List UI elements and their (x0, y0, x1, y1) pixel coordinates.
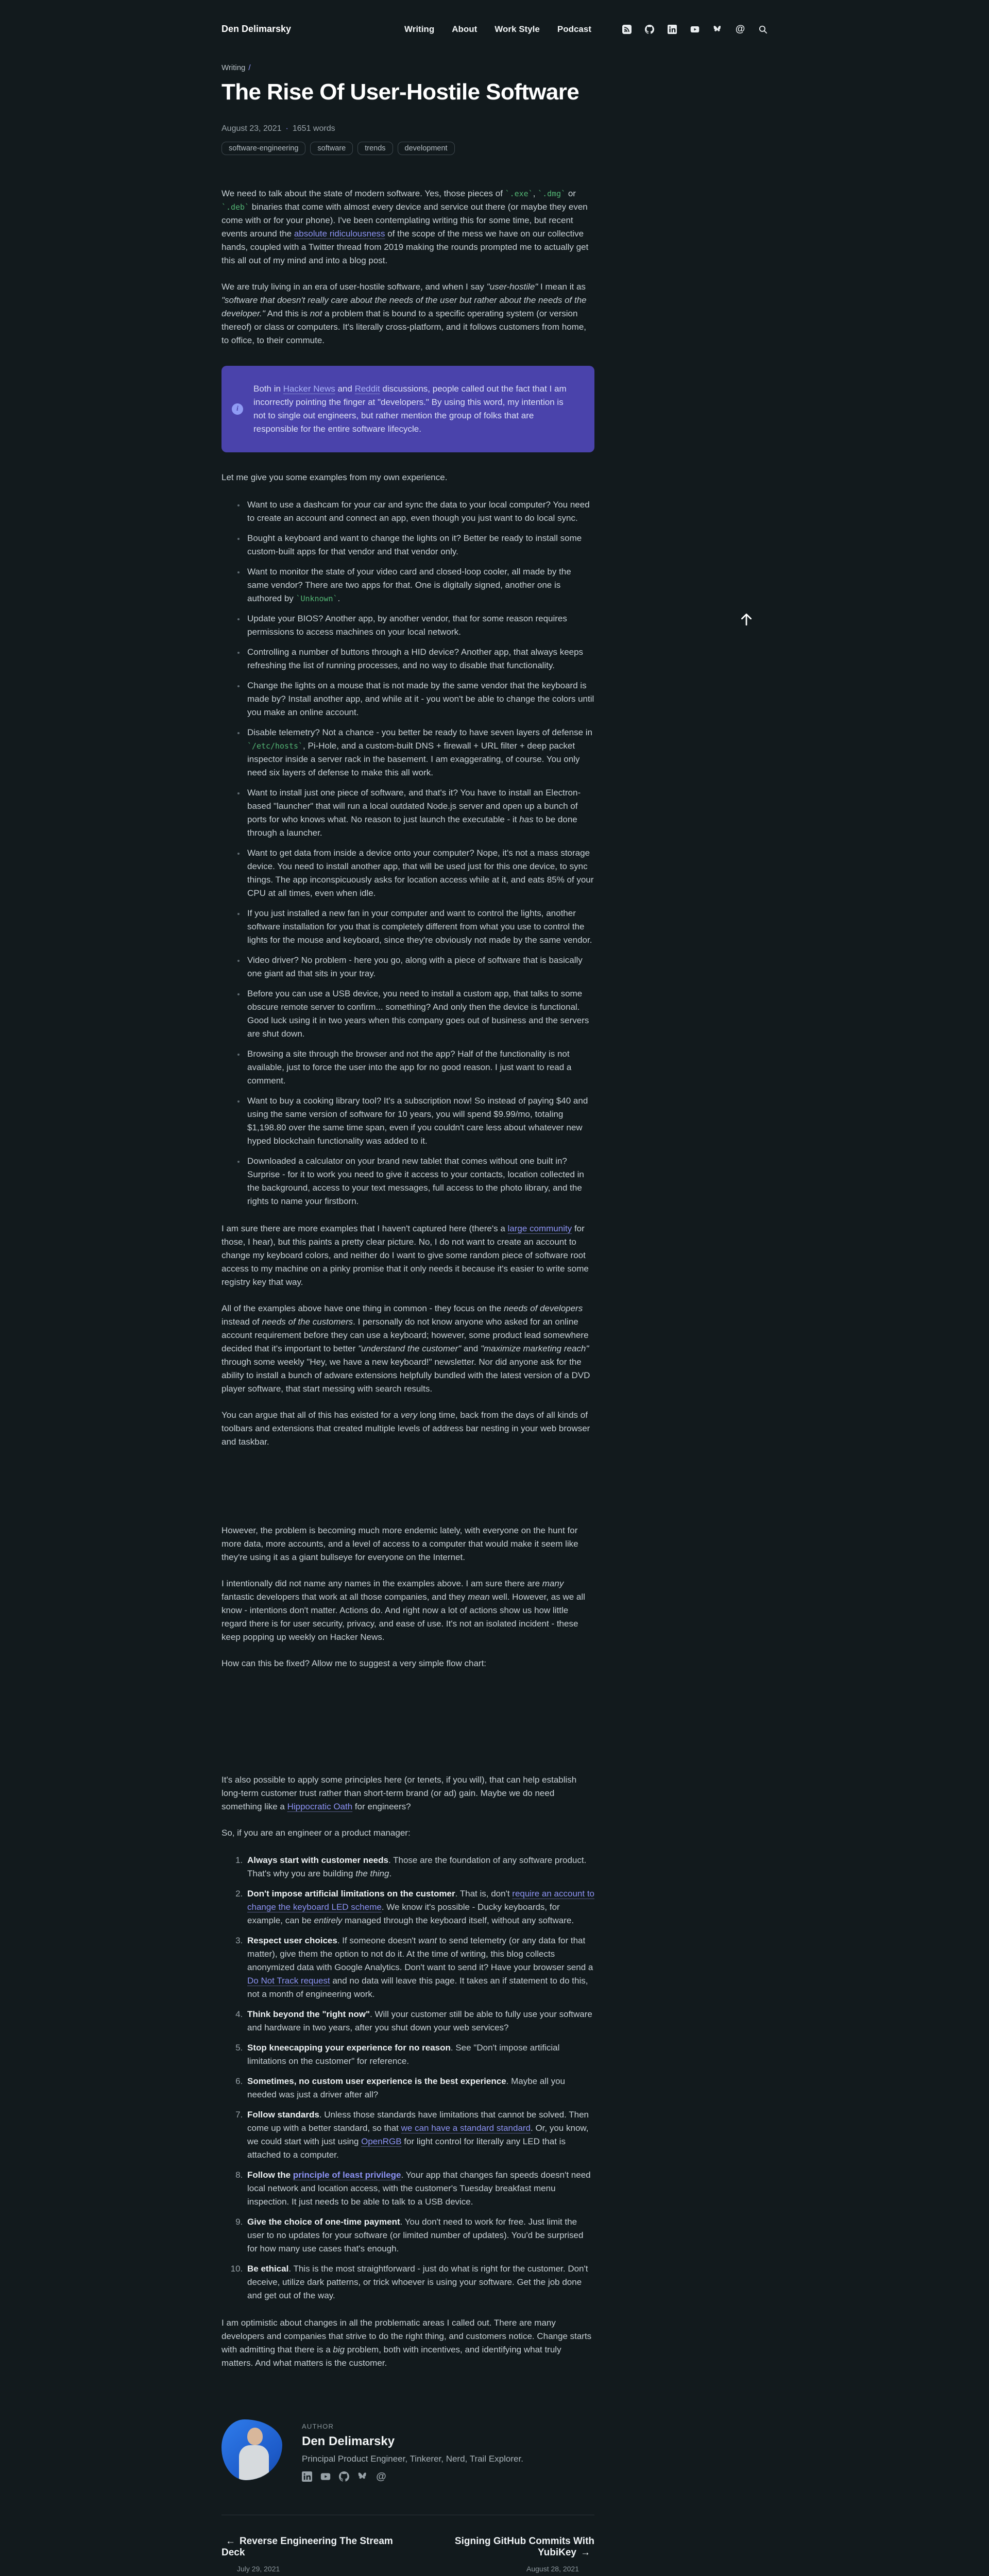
author-avatar (221, 2419, 282, 2480)
paragraph (221, 280, 594, 347)
text: I am optimistic about changes in all the problematic areas I called out. There are many developers and companies that strive to do the right thing, and customers notice. Change starts with admitting that there is a (221, 2317, 592, 2354)
right-arrow-icon: → (581, 2547, 590, 2558)
breadcrumb-writing-link[interactable]: Writing (221, 63, 246, 72)
bold-text: Be ethical (247, 2263, 289, 2274)
inline-link[interactable]: Do Not Track request (247, 1975, 330, 1986)
callout-text (253, 382, 572, 436)
text: for engineers? (352, 1801, 411, 1811)
list-item (245, 726, 594, 779)
list-item (245, 786, 594, 840)
breadcrumb (221, 63, 768, 72)
paragraph (221, 187, 594, 267)
bold-text: Follow the (247, 2170, 293, 2180)
bold-text: Always start with customer needs (247, 1855, 388, 1865)
text: binaries that come with almost every device and service out there (or maybe they even come with or for your phone). I've been contemplating writing this for some time, but recent events around the (221, 201, 588, 239)
text: Bought a keyboard and want to change the lights on it? Better be ready to install some custom-built apps for that vendor and that vendor only. (247, 533, 582, 556)
text: . We know it's possible - Ducky keyboards, for example, can be (247, 1902, 560, 1925)
rss-icon[interactable] (622, 25, 632, 34)
info-callout (221, 366, 594, 452)
paragraph (221, 1657, 594, 1670)
text: to send telemetry (or any data for that matter), give them the option to not do it. At the time of writing, this blog collects anonymized data with Google Analytics. Don't want to send it? Have your browser send a (247, 1935, 593, 1972)
text: . (389, 1868, 392, 1878)
info-icon: i (232, 403, 243, 415)
text: long time, back from the days of all kinds of toolbars and extensions that created multiple levels of address bar nesting in your web browser and taskbar. (221, 1410, 590, 1447)
text: Want to buy a cooking library tool? It's a subscription now! So instead of paying $40 and using the same version of software for 10 years, you will spend $9.99/mo, totaling $1,198.80 over the same time span, even if you couldn't care less about whatever new hyped blockchain functionality was added to it. (247, 1095, 588, 1146)
emphasis-text: many (542, 1578, 564, 1588)
text: . This is the most straightforward - just do what is right for the customer. Don't deceive, utilize dark patterns, or trick whoever is using your software. Get the job done and get out of the way. (247, 2263, 588, 2300)
nav-work-style[interactable]: Work Style (494, 24, 540, 34)
youtube-icon[interactable] (690, 25, 700, 34)
word-count: 1651 words (292, 124, 335, 133)
text: All of the examples above have one thing in common - they focus on the (221, 1303, 504, 1313)
text: I am sure there are more examples that I haven't captured here (there's a (221, 1223, 508, 1233)
emphasis-text: needs of the customers (262, 1316, 353, 1327)
mastodon-icon[interactable]: @ (735, 24, 745, 35)
emphasis-text: "user-hostile" (486, 281, 538, 292)
tag-software-engineering[interactable]: software-engineering (221, 142, 305, 155)
paragraph (221, 1577, 594, 1644)
inline-link[interactable]: principle of least privilege (293, 2170, 401, 2180)
inline-code: `.dmg` (538, 189, 566, 198)
linkedin-icon[interactable] (302, 2471, 312, 2482)
author-card (221, 2419, 594, 2482)
paragraph (221, 1773, 594, 1814)
text: fantastic developers that work at all those companies, and they (221, 1591, 468, 1602)
author-name: Den Delimarsky (302, 2434, 395, 2448)
list-item (245, 498, 594, 525)
emphasis-text: "software that doesn't really care about the needs of the user but rather about the needs of the developer." (221, 295, 587, 318)
nav-podcast[interactable]: Podcast (557, 24, 591, 34)
youtube-icon[interactable] (320, 2471, 331, 2482)
page-title: The Rise Of User-Hostile Software (221, 79, 579, 105)
list-item (245, 532, 594, 558)
list-item (245, 1155, 594, 1208)
search-icon[interactable] (758, 25, 768, 34)
text: . Unless those standards have limitations that cannot be solved. Then come up with a better standard, so that (247, 2109, 589, 2133)
inline-link[interactable]: Reddit (354, 383, 380, 394)
inline-link[interactable]: OpenRGB (361, 2136, 402, 2146)
text: . I personally do not know anyone who asked for an online account requirement before they can use a keyboard; however, some product lead somewhere decided that it's important to better (221, 1316, 589, 1353)
text: managed through the keyboard itself, without any software. (342, 1915, 574, 1925)
breadcrumb-separator: / (248, 63, 251, 72)
tag-list (221, 142, 768, 155)
paragraph (221, 471, 594, 484)
text: for light control for literally any LED that is attached to a computer. (247, 2136, 566, 2160)
text: We are truly living in an era of user-hostile software, and when I say (221, 281, 487, 292)
author-social-links (302, 2471, 523, 2482)
bold-text: Sometimes, no custom user experience is the best experience (247, 2076, 506, 2086)
tag-development[interactable]: development (398, 142, 455, 155)
list-item (245, 954, 594, 980)
emphasis-text: mean (468, 1591, 490, 1602)
text: . You don't need to work for free. Just limit the user to no updates for your software (or limited number of updates). You'd be surprised for how many use cases that's enough. (247, 2216, 584, 2253)
list-item (245, 612, 594, 639)
text: . Or, you know, we could start with just using (247, 2123, 589, 2146)
paragraph (221, 1302, 594, 1396)
back-to-top-button[interactable] (740, 612, 753, 626)
text: to be done through a launcher. (247, 814, 577, 838)
inline-link[interactable]: require an account to change the keyboard LED scheme (247, 1888, 594, 1912)
text: discussions, people called out the fact that I am incorrectly pointing the finger at "developers." By using this word, my intention is not to single out engineers, but rather mention the group of folks that are responsible for the entire software lifecycle. (253, 383, 567, 434)
list-item (245, 2215, 594, 2256)
post-navigation (221, 2536, 594, 2573)
text: . Those are the foundation of any software product. That's why you are building (247, 1855, 587, 1878)
bold-text: Think beyond the "right now" (247, 2009, 370, 2019)
bullet-list (221, 498, 594, 1208)
list-item (245, 2075, 594, 2102)
numbered-list (221, 1854, 594, 2302)
text: Controlling a number of buttons through a HID device? Another app, that always keeps refreshing the list of running processes, and no way to disable that functionality. (247, 647, 584, 670)
previous-post-title[interactable]: Reverse Engineering The Stream Deck (221, 2535, 393, 2558)
flow-chart-figure (221, 1683, 594, 1760)
github-icon[interactable] (339, 2471, 349, 2482)
text: for those, I hear), but this paints a pretty clear picture. No, I do not want to create an account to change my keyboard colors, and neither do I want to give some random piece of software root access to my machine on a pinky promise that it only needs it because it's easier to write some registry key that way. (221, 1223, 589, 1287)
previous-post-link[interactable] (221, 2536, 407, 2573)
bold-text: Stop kneecapping your experience for no reason (247, 2042, 451, 2053)
bold-text: Don't impose artificial limitations on the customer (247, 1888, 455, 1899)
list-item (245, 987, 594, 1041)
author-info (302, 2419, 523, 2482)
list-item (245, 2262, 594, 2302)
text: Video driver? No problem - here you go, along with a piece of software that is basically one giant ad that sits in your tray. (247, 955, 583, 978)
text: well. However, as we all know - intentions don't matter. Actions do. And right now a lot of actions show us how little regard there is for user security, privacy, and ease of use. It's not an isolated incident - these keep popping up weekly on Hacker News. (221, 1591, 585, 1642)
list-item (245, 1094, 594, 1148)
text: If you just installed a new fan in your computer and want to control the lights, another software installation for you that is completely different from what you use to control the lights for the mouse and keyboard, since they're obviously not made by the same vendor. (247, 908, 592, 945)
text: Browsing a site through the browser and not the app? Half of the functionality is not available, just to force the user into the app for no good reason. I just want to read a comment. (247, 1048, 572, 1086)
text: of the scope of the mess we have on our collective hands, coupled with a Twitter thread from 2019 making the rounds prompted me to actually get this all out of my mind and into a blog post. (221, 228, 589, 265)
text: through some weekly "Hey, we have a new keyboard!" newsletter. Nor did anyone ask for the ability to install a bunch of adware extensions helpfully bundled with the latest version of a DVD player software, that start messing with search results. (221, 1357, 590, 1394)
nav-writing[interactable]: Writing (404, 24, 435, 34)
list-item (245, 907, 594, 947)
emphasis-text: the thing (355, 1868, 389, 1878)
inline-link[interactable]: Hacker News (283, 383, 335, 394)
bold-text: Respect user choices (247, 1935, 337, 1945)
text: Downloaded a calculator on your brand new tablet that comes without one built in? Surprise - for it to work you need to give it access to your contacts, location collected in the background, access to your text messages, full access to the photo library, and the rights to name your firstborn. (247, 1156, 584, 1206)
text: You can argue that all of this has existed for a (221, 1410, 401, 1420)
text: However, the problem is becoming much more endemic lately, with everyone on the hunt for more data, more accounts, and a level of access to a computer that would make it seem like they're using it as a giant bullseye for everyone on the Internet. (221, 1525, 578, 1562)
text: . (337, 593, 340, 603)
text: or (566, 188, 576, 198)
text: Want to install just one piece of software, and that's it? You have to install an Electron-based "launcher" that will run a local outdated Node.js server and open up a bunch of ports for who knows what. No reason to just launch the executable - it (247, 787, 581, 824)
text: . If someone doesn't (337, 1935, 419, 1945)
text: . Will your customer still be able to fully use your software and hardware in two years, after you shut down your web services? (247, 2009, 592, 2032)
next-post-title[interactable]: Signing GitHub Commits With YubiKey (454, 2535, 594, 2558)
list-item (245, 2108, 594, 2162)
author-label: AUTHOR (302, 2422, 334, 2430)
author-bio: Principal Product Engineer, Tinkerer, Nerd, Trail Explorer. (302, 2453, 523, 2464)
text: , Pi-Hole, and a custom-built DNS + firewall + URL filter + deep packet inspector inside a server rack in the basement. I am exaggerating, of course. You only need six layers of defense to make this all work. (247, 740, 580, 777)
emphasis-text: want (418, 1935, 437, 1945)
tag-trends[interactable]: trends (357, 142, 393, 155)
list-item (245, 1934, 594, 2001)
paragraph (221, 2316, 594, 2370)
text: instead of (221, 1316, 262, 1327)
text: How can this be fixed? Allow me to suggest a very simple flow chart: (221, 1658, 487, 1668)
bluesky-icon[interactable] (357, 2471, 368, 2482)
nav-about[interactable]: About (452, 24, 478, 34)
bold-text: Follow standards (247, 2109, 319, 2120)
bluesky-icon[interactable] (713, 25, 722, 34)
text: . See "Don't impose artificial limitations on the customer" for reference. (247, 2042, 560, 2066)
list-item (245, 1854, 594, 1880)
list-item (245, 646, 594, 672)
text: I mean it as (538, 281, 586, 292)
inline-code: `Unknown` (296, 594, 338, 603)
post-meta (221, 124, 768, 133)
text: It's also possible to apply some principles here (or tenets, if you will), that can help establish long-term customer trust rather than short-term brand (or ad) gain. Maybe we do need something like a (221, 1774, 577, 1811)
text: . Maybe all you needed was just a driver after all? (247, 2076, 565, 2099)
emphasis-text: big (333, 2344, 345, 2354)
post-date: August 23, 2021 (221, 124, 282, 133)
list-item (245, 2008, 594, 2035)
avatar-torso-shape (239, 2445, 269, 2480)
paragraph (221, 1409, 594, 1449)
text: So, if you are an engineer or a product manager: (221, 1827, 411, 1838)
text: Want to use a dashcam for your car and sync the data to your local computer? You need to create an account and connect an app, even though you just want to do local sync. (247, 499, 590, 523)
list-item (245, 679, 594, 719)
avatar-head-shape (247, 2428, 263, 2445)
text: Both in (253, 383, 283, 394)
text: We need to talk about the state of modern software. Yes, those pieces of (221, 188, 505, 198)
emphasis-text: very (401, 1410, 418, 1420)
inline-code: `/etc/hosts` (247, 741, 303, 751)
text: and (335, 383, 355, 394)
bold-text: Give the choice of one-time payment (247, 2216, 400, 2227)
text: Change the lights on a mouse that is not made by the same vendor that the keyboard is made by? Install another app, and while at it - you won't be able to change the colors until you make an online account. (247, 680, 594, 717)
emphasis-text: "understand the customer" (358, 1343, 462, 1353)
next-post-link[interactable] (407, 2536, 594, 2573)
paragraph (221, 1826, 594, 1840)
section-break (221, 1462, 594, 1511)
list-item (245, 2168, 594, 2209)
text: , (533, 188, 538, 198)
text: Before you can use a USB device, you need to install a custom app, that talks to some obscure remote server to confirm... something? And only then the device is functional. Good luck using it in two years when this company goes out of business and the servers are shut down. (247, 988, 589, 1039)
text: Update your BIOS? Another app, by another vendor, that for some reason requires permissions to access machines on your local network. (247, 613, 567, 637)
text: Want to monitor the state of your video card and closed-loop cooler, all made by the same vendor? There are two apps for that. One is digitally signed, another one is authored by (247, 566, 571, 603)
tag-software[interactable]: software (310, 142, 353, 155)
inline-link[interactable]: absolute ridiculousness (294, 228, 385, 239)
inline-code: `.exe` (505, 189, 533, 198)
paragraph (221, 1524, 594, 1564)
list-item (245, 1887, 594, 1927)
header-icons (622, 25, 768, 34)
site-header (221, 0, 768, 35)
text: and (461, 1343, 481, 1353)
article-body (221, 187, 594, 2370)
text: And this is (265, 308, 310, 318)
github-icon[interactable] (645, 25, 654, 34)
emphasis-text: not (310, 308, 322, 318)
next-post-date: August 28, 2021 (526, 2564, 579, 2573)
text: Let me give you some examples from my own experience. (221, 472, 448, 482)
meta-dot: · (285, 124, 288, 133)
paragraph (221, 1222, 594, 1289)
inline-link[interactable]: we can have a standard standard (401, 2123, 531, 2133)
list-item (245, 565, 594, 605)
main-nav (404, 24, 591, 35)
brand-link[interactable]: Den Delimarsky (221, 24, 292, 34)
inline-link[interactable]: large community (507, 1223, 572, 1233)
text: Want to get data from inside a device onto your computer? Nope, it's not a mass storage device. You need to install another app, that will be used just for this one device, to sync things. The app inconspicuously asks for location access while at it, and eats 85% of your CPU at all times, even when idle. (247, 848, 594, 898)
text: . Your app that changes fan speeds doesn't need local network and location access, with the customer's Tuesday breakfast menu inspection. It just needs to be able to talk to a USB device. (247, 2170, 591, 2207)
emphasis-text: has (519, 814, 534, 824)
inline-code: `.deb` (221, 202, 250, 212)
list-item (245, 846, 594, 900)
linkedin-icon[interactable] (668, 25, 677, 34)
emphasis-text: "maximize marketing reach" (480, 1343, 589, 1353)
emphasis-text: entirely (314, 1915, 343, 1925)
inline-link[interactable]: Hippocratic Oath (287, 1801, 353, 1811)
text: problem, both with incentives, and identifying what truly matters. And what matters is the customer. (221, 2344, 561, 2368)
text: a problem that is bound to a specific operating system (or version thereof) or class or computers. It's literally cross-platform, and it follows customers from home, to office, to their commute. (221, 308, 587, 345)
text: I intentionally did not name any names in the examples above. I am sure there are (221, 1578, 542, 1588)
left-arrow-icon: ← (226, 2535, 235, 2547)
emphasis-text: needs of developers (504, 1303, 583, 1313)
mastodon-icon[interactable]: @ (376, 2470, 386, 2482)
previous-post-date: July 29, 2021 (237, 2564, 280, 2573)
list-item (245, 1047, 594, 1088)
text: . That is, don't (455, 1888, 513, 1899)
text: Disable telemetry? Not a chance - you better be ready to have seven layers of defense in (247, 727, 592, 737)
text: and no data will leave this page. It takes an if statement to do this, not a month of engineering work. (247, 1975, 588, 1999)
list-item (245, 2041, 594, 2068)
